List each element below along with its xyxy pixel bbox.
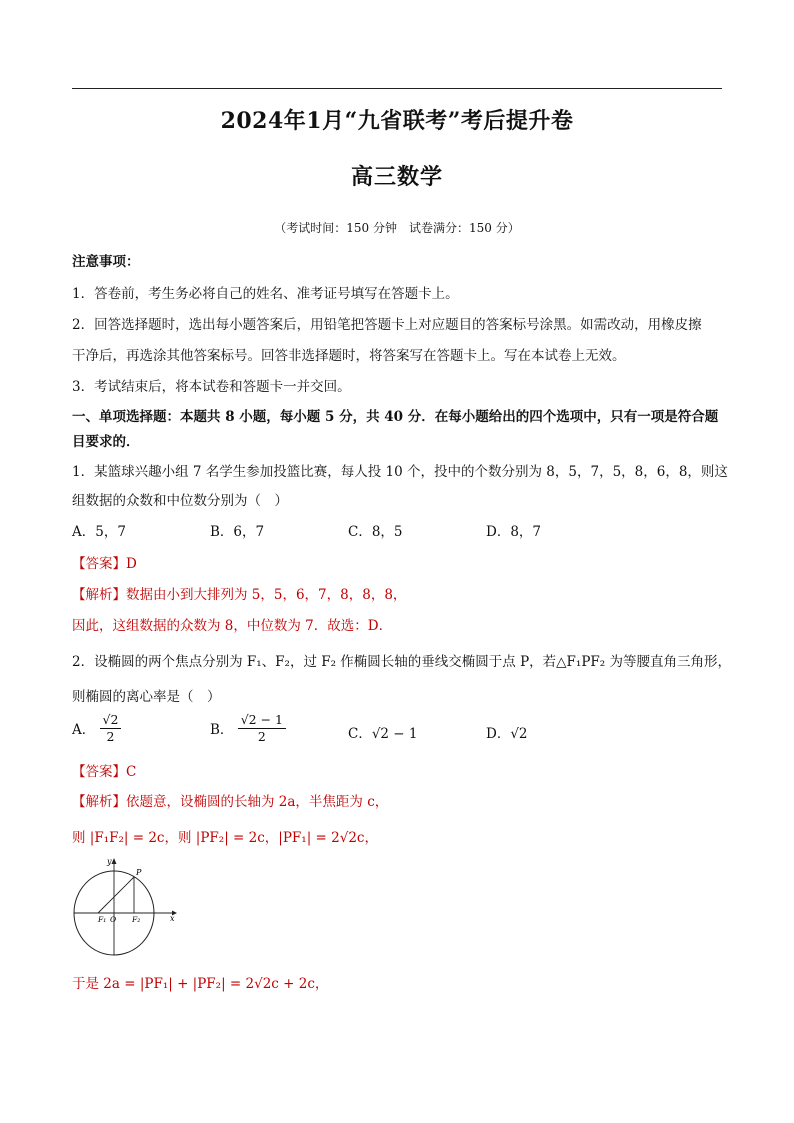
exam-info: （考试时间：150 分钟 试卷满分：150 分） <box>274 221 520 235</box>
q2-option-b <box>210 712 286 744</box>
section-heading: 一、单项选择题：本题共 8 小题，每小题 5 分，共 40 分．在每小题给出的四个选项中，只有一项是符合题 <box>72 409 719 425</box>
label-p: P <box>136 868 142 877</box>
q2-option-c: C．√2 − 1 <box>348 726 418 742</box>
q1-option-c: C．8，5 <box>348 524 403 540</box>
fraction-denominator: 2 <box>257 728 266 744</box>
header-rule <box>72 88 722 89</box>
note-item: 1．答卷前，考生务必将自己的姓名、准考证号填写在答题卡上。 <box>72 286 459 302</box>
q2-option-a <box>72 712 121 744</box>
q1-option-b: B．6，7 <box>210 524 265 540</box>
fraction-numerator: √2 <box>100 712 122 729</box>
label-o: O <box>110 915 117 924</box>
fraction-numerator: √2 − 1 <box>238 712 286 729</box>
q1-stem: 1．某篮球兴趣小组 7 名学生参加投篮比赛，每人投 10 个，投中的个数分别为 8，5，7，5，8，6，8，则这 <box>72 464 728 480</box>
q2-option-d: D．√2 <box>486 726 528 742</box>
notes-heading: 注意事项： <box>72 254 140 270</box>
section-heading-cont: 目要求的． <box>72 434 140 450</box>
q1-stem-cont: 组数据的众数和中位数分别为（ ） <box>72 493 288 509</box>
exam-subject: 高三数学 <box>350 164 443 190</box>
note-item: 3．考试结束后，将本试卷和答题卡一并交回。 <box>72 379 351 395</box>
q1-analysis: 【解析】数据由小到大排列为 5，5，6，7，8，8，8， <box>72 587 407 603</box>
note-item: 干净后，再选涂其他答案标号。回答非选择题时，将答案写在答题卡上。写在本试卷上无效。 <box>72 348 626 364</box>
q1-answer: 【答案】D <box>72 556 137 572</box>
q1-option-d: D．8，7 <box>486 524 542 540</box>
y-axis-arrow <box>112 858 117 864</box>
q2-option-b-fraction <box>238 712 286 744</box>
label-f1: F₁ <box>98 915 107 924</box>
fraction-denominator: 2 <box>106 728 115 744</box>
q2-analysis-cont2: 于是 2a = |PF₁| + |PF₂| = 2√2c + 2c， <box>72 976 329 992</box>
q2-stem-cont: 则椭圆的离心率是（ ） <box>72 689 221 705</box>
q2-option-a-fraction <box>100 712 122 744</box>
note-item: 2．回答选择题时，选出每小题答案后，用铅笔把答题卡上对应题目的答案标号涂黑。如需改动，用橡皮擦 <box>72 317 702 333</box>
q2-stem: 2．设椭圆的两个焦点分别为 F₁、F₂，过 F₂ 作椭圆长轴的垂线交椭圆于点 P，若△F₁PF₂ 为等腰直角三角形， <box>72 654 731 670</box>
label-f2: F₂ <box>132 915 141 924</box>
q2-option-a-label: A． <box>72 722 96 739</box>
segment-f1p <box>98 877 134 913</box>
q1-analysis-cont: 因此，这组数据的众数为 8，中位数为 7．故选：D． <box>72 618 393 634</box>
label-x: x <box>170 914 175 923</box>
q2-option-b-label: B． <box>210 722 234 739</box>
q2-answer: 【答案】C <box>72 764 137 780</box>
exam-title: 2024年1月“九省联考”考后提升卷 <box>220 108 574 134</box>
label-y: y <box>107 857 112 866</box>
q2-analysis: 【解析】依题意，设椭圆的长轴为 2a，半焦距为 c， <box>72 794 389 810</box>
q1-option-a: A．5，7 <box>72 524 126 540</box>
ellipse-figure <box>72 855 182 960</box>
q2-analysis-cont: 则 |F₁F₂| = 2c，则 |PF₂| = 2c，|PF₁| = 2√2c， <box>72 830 378 846</box>
